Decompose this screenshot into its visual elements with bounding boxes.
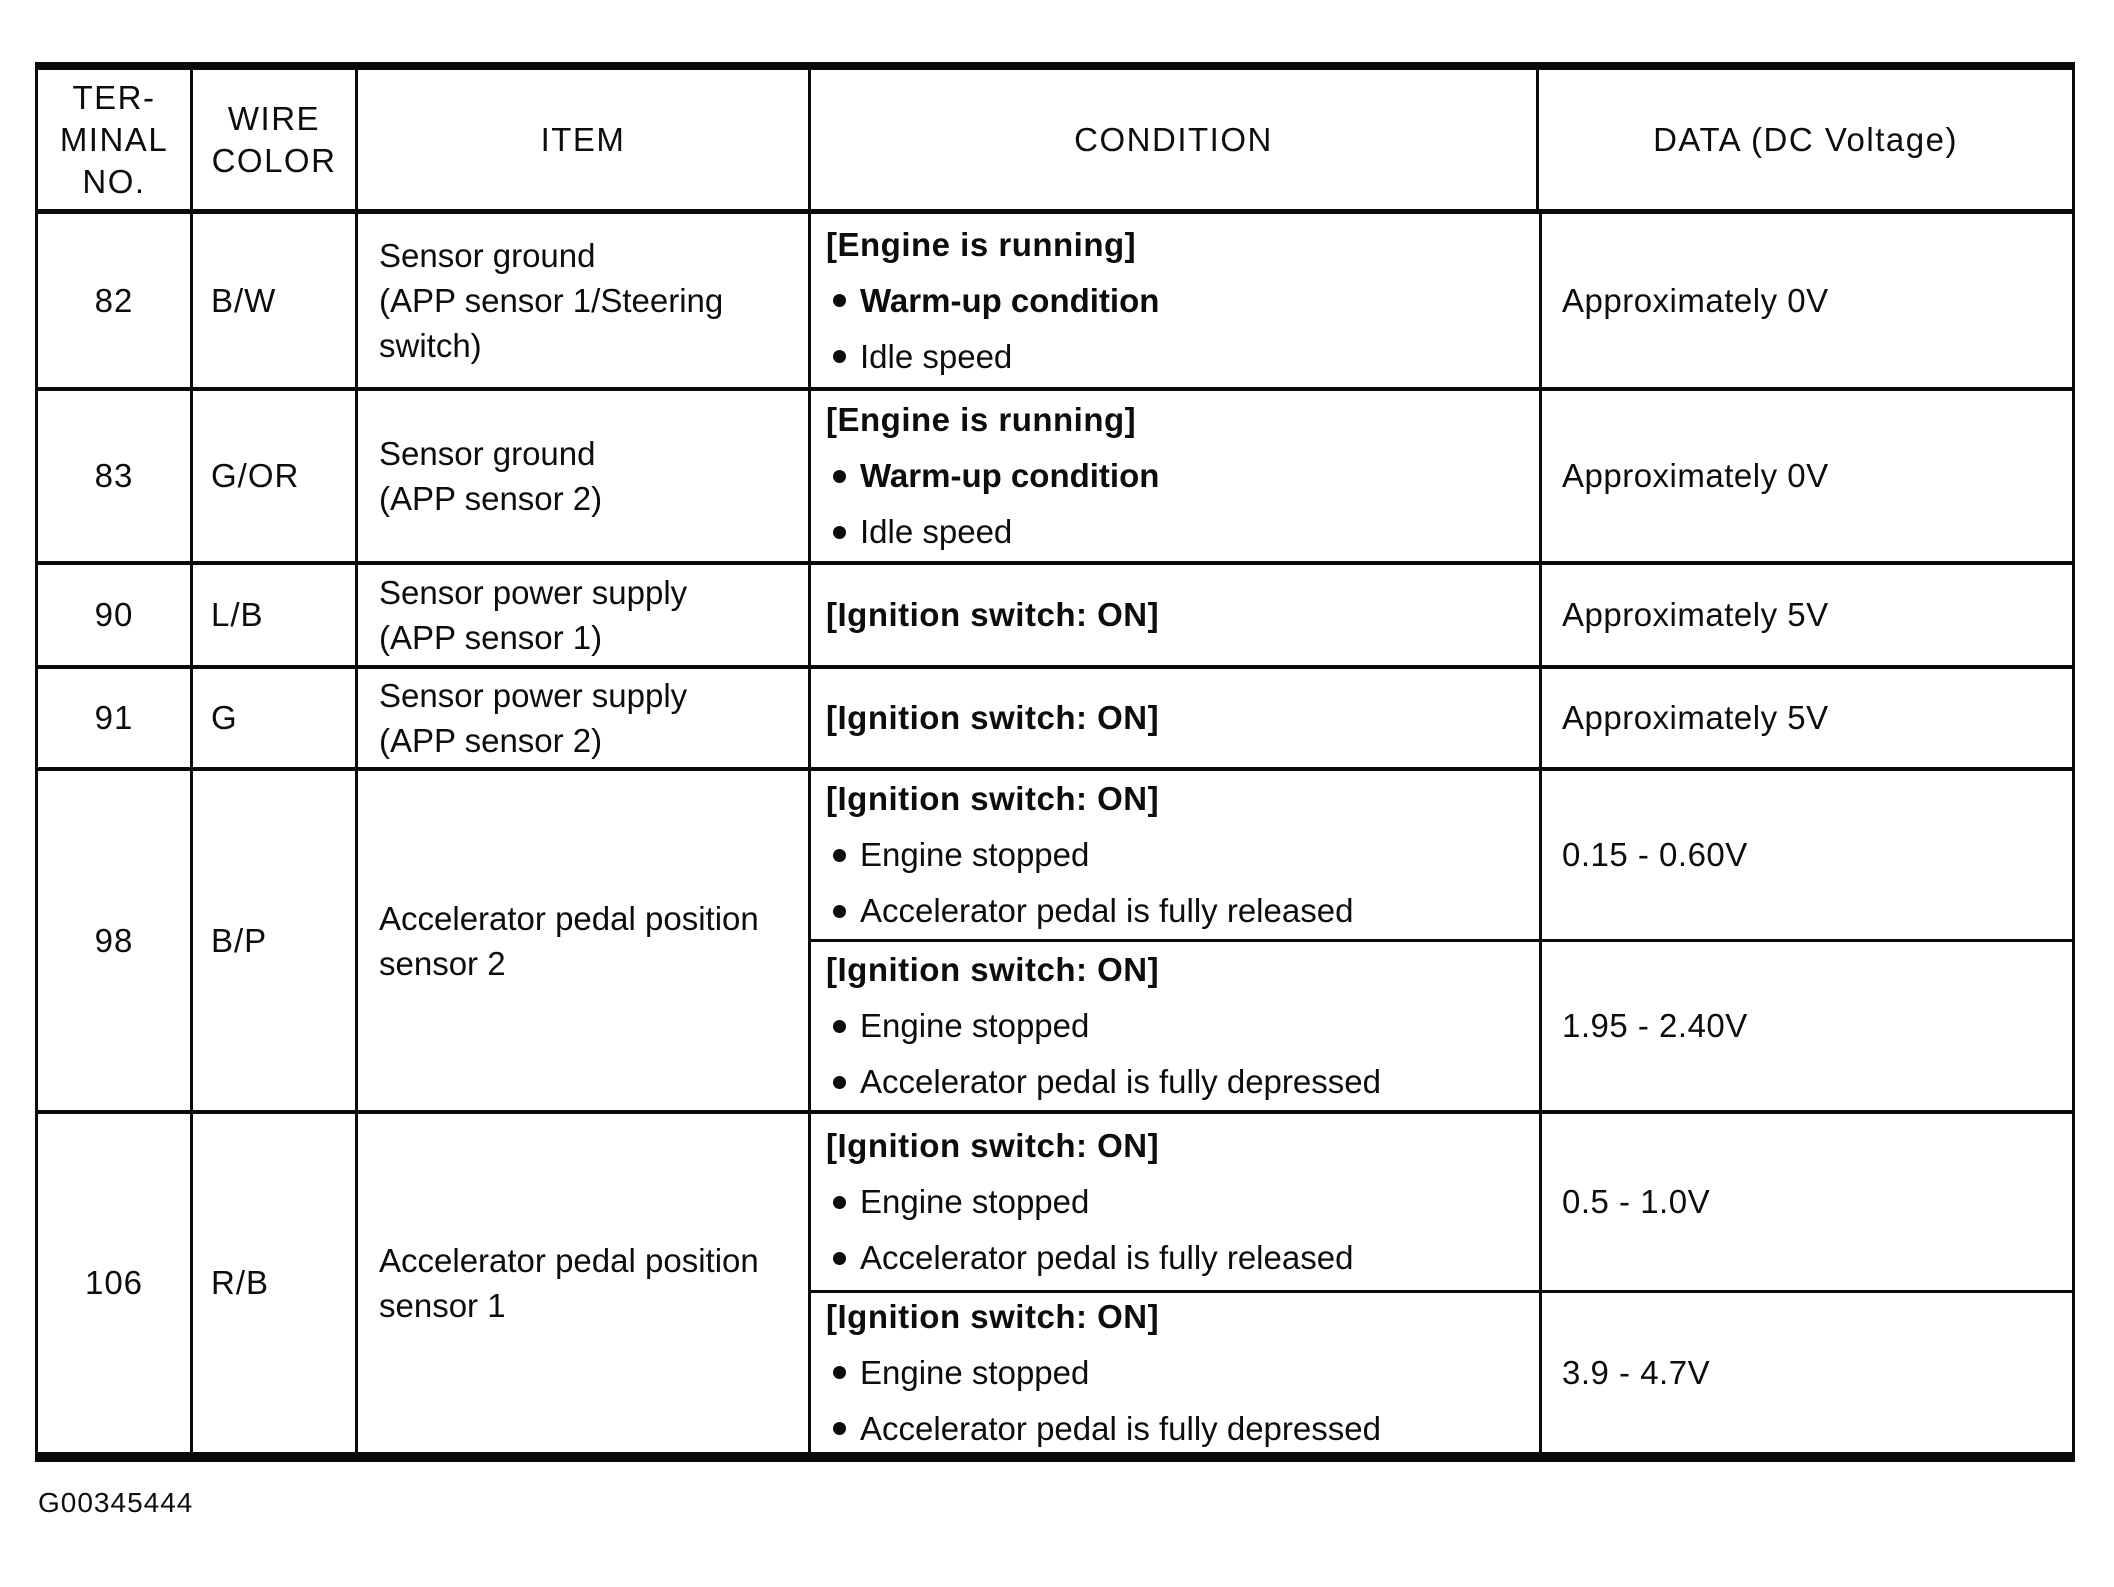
condition-data-subrow xyxy=(811,391,2072,561)
bullet-text: Accelerator pedal is fully released xyxy=(860,1239,1354,1276)
header-terminal-line: MINAL xyxy=(59,120,169,158)
condition-cell xyxy=(811,214,1539,387)
data-cell: Approximately 5V xyxy=(1539,565,2072,665)
condition-bullet xyxy=(826,1062,1529,1102)
table-row-106 xyxy=(38,1110,2072,1452)
condition-header: [Ignition switch: ON] xyxy=(826,1297,1160,1335)
condition-bullet xyxy=(826,835,1529,875)
condition-cell xyxy=(811,669,1539,767)
bullet-icon xyxy=(833,294,846,307)
header-terminal-line: NO. xyxy=(82,162,146,200)
bullet-text: Engine stopped xyxy=(860,1353,1090,1391)
terminal-cell: 83 xyxy=(94,457,134,494)
item-cell: Sensor ground (APP sensor 2) xyxy=(355,391,808,561)
bullet-text: Warm-up condition xyxy=(860,281,1160,319)
bullet-icon xyxy=(833,350,846,363)
condition-header: [Ignition switch: ON] xyxy=(826,596,1160,633)
wire-color-cell: B/W xyxy=(190,214,355,387)
terminal-voltage-table xyxy=(35,62,2075,1462)
condition-header: [Ignition switch: ON] xyxy=(826,1127,1160,1164)
condition-data-subrow xyxy=(811,1114,2072,1290)
header-wire-line: COLOR xyxy=(211,141,337,179)
item-cell: Sensor ground (APP sensor 1/Steering switch) xyxy=(355,214,808,387)
condition-header: [Ignition switch: ON] xyxy=(826,780,1160,817)
condition-header: [Engine is running] xyxy=(826,225,1137,263)
condition-bullet xyxy=(826,281,1529,321)
item-cell: Sensor power supply (APP sensor 2) xyxy=(355,669,808,767)
bullet-icon xyxy=(833,526,846,539)
header-cell-item: ITEM xyxy=(355,70,808,209)
data-cell: Approximately 0V xyxy=(1539,214,2072,387)
data-cell: Approximately 5V xyxy=(1539,669,2072,767)
condition-cell xyxy=(811,942,1539,1110)
condition-bullet xyxy=(826,512,1529,552)
header-cell-terminal-no xyxy=(38,70,190,209)
data-cell: 3.9 - 4.7V xyxy=(1539,1293,2072,1452)
condition-bullet xyxy=(826,891,1529,931)
header-cell-wire-color xyxy=(190,70,355,209)
condition-bullet xyxy=(826,1409,1529,1449)
terminal-cell: 82 xyxy=(94,281,134,319)
condition-data-group xyxy=(808,771,2072,1110)
condition-data-subrow xyxy=(811,669,2072,767)
condition-data-subrow xyxy=(811,565,2072,665)
condition-bullet xyxy=(826,1006,1529,1046)
terminal-cell: 91 xyxy=(94,699,134,736)
bullet-text: Idle speed xyxy=(860,513,1013,550)
condition-bullet xyxy=(826,337,1529,377)
condition-cell xyxy=(811,1114,1539,1290)
terminal-cell: 90 xyxy=(94,596,134,633)
bullet-icon xyxy=(833,1422,846,1435)
item-cell: Sensor power supply (APP sensor 1) xyxy=(355,565,808,665)
table-row-91 xyxy=(38,665,2072,767)
condition-header: [Engine is running] xyxy=(826,401,1137,438)
bullet-text: Accelerator pedal is fully depressed xyxy=(860,1409,1381,1447)
table-header-row xyxy=(38,70,2072,214)
condition-bullet xyxy=(826,456,1529,496)
condition-cell xyxy=(811,771,1539,939)
condition-data-group xyxy=(808,214,2072,387)
condition-data-group xyxy=(808,1114,2072,1452)
condition-header: [Ignition switch: ON] xyxy=(826,951,1160,988)
data-cell: 0.15 - 0.60V xyxy=(1539,771,2072,939)
header-cell-data: DATA (DC Voltage) xyxy=(1536,70,2072,209)
table-row-82 xyxy=(38,214,2072,387)
condition-data-group xyxy=(808,565,2072,665)
condition-data-subrow xyxy=(811,939,2072,1110)
bullet-text: Engine stopped xyxy=(860,836,1090,873)
data-cell: 0.5 - 1.0V xyxy=(1539,1114,2072,1290)
condition-cell xyxy=(811,565,1539,665)
condition-data-subrow xyxy=(811,771,2072,939)
bullet-icon xyxy=(833,1020,846,1033)
bullet-text: Warm-up condition xyxy=(860,457,1160,494)
condition-bullet xyxy=(826,1353,1529,1393)
bullet-icon xyxy=(833,1076,846,1089)
condition-data-subrow xyxy=(811,1290,2072,1452)
bullet-icon xyxy=(833,1196,846,1209)
wire-color-cell: G/OR xyxy=(190,391,355,561)
figure-id: G00345444 xyxy=(38,1487,194,1518)
header-terminal-line: TER- xyxy=(72,78,156,116)
bullet-icon xyxy=(833,1252,846,1265)
bullet-icon xyxy=(833,905,846,918)
condition-data-group xyxy=(808,669,2072,767)
condition-cell xyxy=(811,391,1539,561)
bullet-text: Accelerator pedal is fully released xyxy=(860,892,1354,929)
condition-data-subrow xyxy=(811,214,2072,387)
wire-color-cell: L/B xyxy=(190,565,355,665)
bullet-icon xyxy=(833,849,846,862)
condition-header: [Ignition switch: ON] xyxy=(826,699,1160,736)
bullet-text: Engine stopped xyxy=(860,1183,1090,1220)
bullet-text: Idle speed xyxy=(860,337,1013,375)
header-cell-condition: CONDITION xyxy=(808,70,1536,209)
bullet-icon xyxy=(833,470,846,483)
wire-color-cell: G xyxy=(190,669,355,767)
condition-bullet xyxy=(826,1238,1529,1278)
bullet-icon xyxy=(833,1366,846,1379)
table-row-83 xyxy=(38,387,2072,561)
bullet-text: Engine stopped xyxy=(860,1007,1090,1044)
table-row-98 xyxy=(38,767,2072,1110)
table-row-90 xyxy=(38,561,2072,665)
wire-color-cell: B/P xyxy=(190,771,355,1110)
data-cell: 1.95 - 2.40V xyxy=(1539,942,2072,1110)
wire-color-cell: R/B xyxy=(190,1114,355,1452)
condition-bullet xyxy=(826,1182,1529,1222)
condition-cell xyxy=(811,1293,1539,1452)
item-cell: Accelerator pedal position sensor 2 xyxy=(355,771,808,1110)
terminal-cell: 106 xyxy=(84,1264,144,1301)
data-cell: Approximately 0V xyxy=(1539,391,2072,561)
item-cell: Accelerator pedal position sensor 1 xyxy=(355,1114,808,1452)
header-wire-line: WIRE xyxy=(227,99,321,137)
terminal-cell: 98 xyxy=(94,921,134,959)
condition-data-group xyxy=(808,391,2072,561)
bullet-text: Accelerator pedal is fully depressed xyxy=(860,1063,1381,1100)
